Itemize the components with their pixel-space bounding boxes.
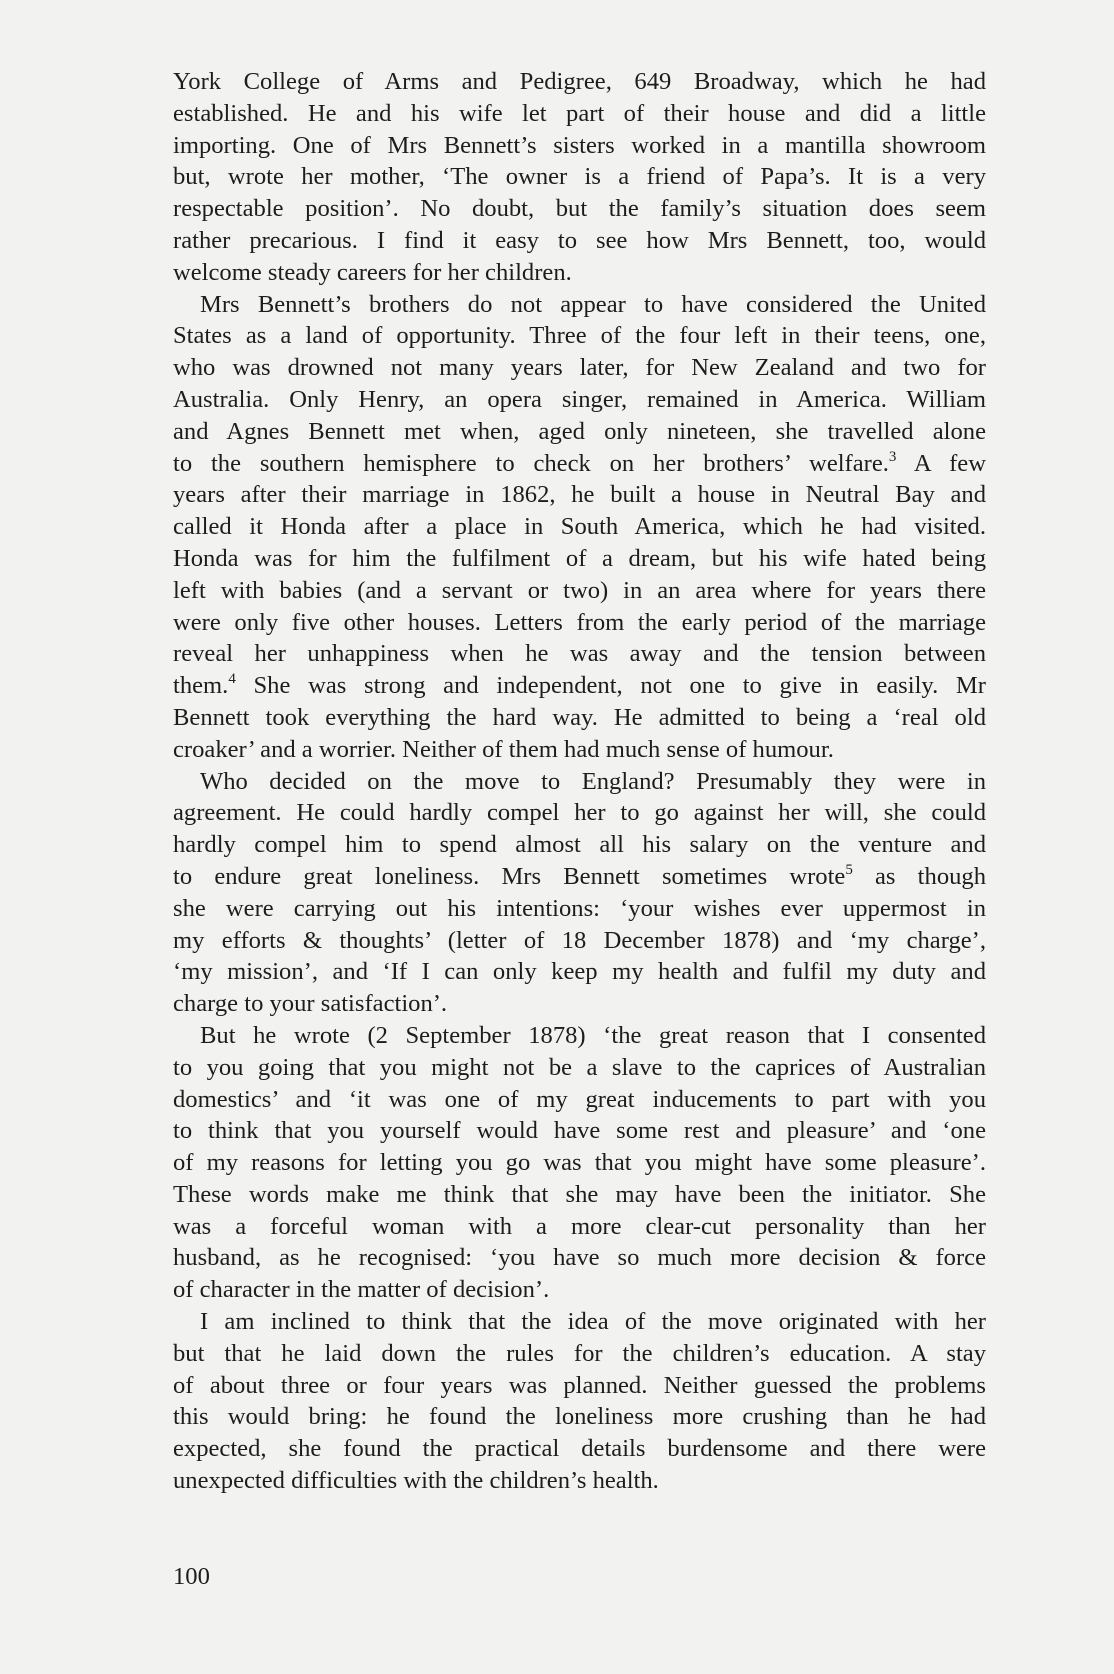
paragraph xyxy=(173,66,986,289)
text-line: Honda was for him the fulfilment of a dream, but his wife hated being xyxy=(173,544,986,572)
footnote-marker: 4 xyxy=(228,671,236,688)
text-line: Who decided on the move to England? Presumably they were in xyxy=(200,767,986,795)
footnote-marker: 3 xyxy=(888,448,897,465)
text-line: croaker’ and a worrier. Neither of them had much sense of humour. xyxy=(173,735,834,763)
text-line: ‘my mission’, and ‘If I can only keep my health and fulfil my duty and xyxy=(173,958,986,986)
text-line: States as a land of opportunity. Three of the four left in their teens, one, xyxy=(173,322,986,350)
text-line: were only five other houses. Letters from the early period of the marriage xyxy=(173,608,986,636)
text-line: who was drowned not many years later, for New Zealand and two for xyxy=(173,354,986,382)
text-line: of character in the matter of decision’. xyxy=(173,1276,550,1304)
text-line: this would bring: he found the loneliness more crushing than he had xyxy=(173,1403,986,1431)
text-line: called it Honda after a place in South America, which he had visited. xyxy=(173,513,986,541)
text-line: but that he laid down the rules for the children’s education. A stay xyxy=(173,1339,986,1367)
paragraph xyxy=(173,1020,986,1306)
text-line: importing. One of Mrs Bennett’s sisters worked in a mantilla showroom xyxy=(173,131,986,159)
text-line: charge to your satisfaction’. xyxy=(173,990,448,1018)
text-line: rather precarious. I find it easy to see how Mrs Bennett, too, would xyxy=(173,226,986,254)
text-line: Bennett took everything the hard way. He admitted to being a ‘real old xyxy=(173,703,986,731)
text-line: respectable position’. No doubt, but the family’s situation does seem xyxy=(173,195,986,223)
text-line: But he wrote (2 September 1878) ‘the great reason that I consented xyxy=(200,1021,986,1049)
text-line: domestics’ and ‘it was one of my great inducements to part with you xyxy=(173,1085,986,1113)
text-line: These words make me think that she may have been the initiator. She xyxy=(173,1180,986,1208)
text-line: and Agnes Bennett met when, aged only nineteen, she travelled alone xyxy=(173,417,986,445)
text-line: to the southern hemisphere to check on her brothers’ welfare.$^3$ A few xyxy=(173,448,986,477)
paragraph xyxy=(173,1306,986,1497)
text-line: husband, as he recognised: ‘you have so much more decision & force xyxy=(173,1244,986,1272)
text-line: agreement. He could hardly compel her to go against her will, she could xyxy=(173,799,986,827)
text-line: left with babies (and a servant or two) in an area where for years there xyxy=(173,576,986,604)
text-line: Mrs Bennett’s brothers do not appear to have considered the United xyxy=(200,290,986,318)
text-line: years after their marriage in 1862, he built a house in Neutral Bay and xyxy=(173,481,986,509)
text-line: was a forceful woman with a more clear-cut personality than her xyxy=(173,1212,986,1240)
text-line: of about three or four years was planned. Neither guessed the problems xyxy=(173,1371,986,1399)
paragraph xyxy=(173,289,986,766)
text-line: but, wrote her mother, ‘The owner is a friend of Papa’s. It is a very xyxy=(173,163,986,191)
text-line: my efforts & thoughts’ (letter of 18 December 1878) and ‘my charge’, xyxy=(173,926,986,954)
body-text xyxy=(173,66,986,1497)
text-line: York College of Arms and Pedigree, 649 Broadway, which he had xyxy=(173,68,986,95)
text-line: Australia. Only Henry, an opera singer, remained in America. William xyxy=(173,385,986,413)
text-line: to think that you yourself would have some rest and pleasure’ and ‘one xyxy=(173,1117,986,1145)
paragraph xyxy=(173,766,986,1020)
text-line: to you going that you might not be a slave to the caprices of Australian xyxy=(173,1053,986,1081)
footnote-marker: 5 xyxy=(845,861,853,878)
text-line: unexpected difficulties with the children’s health. xyxy=(173,1467,659,1495)
text-line: of my reasons for letting you go was that you might have some pleasure’. xyxy=(173,1149,986,1177)
text-line: established. He and his wife let part of their house and did a little xyxy=(173,99,986,127)
text-line: she were carrying out his intentions: ‘your wishes ever uppermost in xyxy=(173,894,986,922)
text-line: expected, she found the practical details burdensome and there were xyxy=(173,1435,986,1463)
text-line: reveal her unhappiness when he was away and the tension between xyxy=(173,640,986,668)
text-line: to endure great loneliness. Mrs Bennett sometimes wrote$^5$ as though xyxy=(173,861,986,890)
text-line: hardly compel him to spend almost all his salary on the venture and xyxy=(173,831,986,859)
text-line: I am inclined to think that the idea of the move originated with her xyxy=(200,1308,986,1336)
text-line: them.$^4$ She was strong and independent, not one to give in easily. Mr xyxy=(173,671,986,700)
text-line: welcome steady careers for her children. xyxy=(173,258,572,286)
page-number: 100 xyxy=(173,1563,210,1590)
